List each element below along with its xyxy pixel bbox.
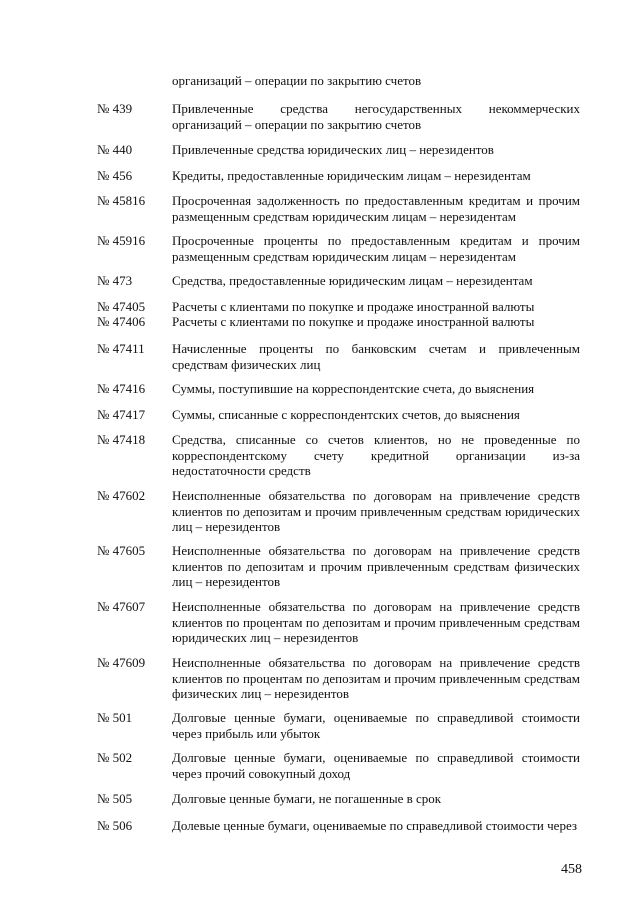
account-description: организаций – операции по закрытию счетов — [172, 73, 422, 88]
account-number: № 505 — [97, 791, 133, 806]
account-number: № 47605 — [97, 543, 146, 558]
account-number: № 456 — [97, 168, 133, 183]
account-description: Средства, списанные со счетов клиентов, но не проведенные по корреспондентскому счету кредитной организации из-за недостаточности средств — [172, 432, 580, 478]
account-number: № 502 — [97, 750, 133, 765]
account-number: № 506 — [97, 818, 133, 833]
account-description: Суммы, списанные с корреспондентских счетов, до выяснения — [172, 407, 520, 422]
account-description: Кредиты, предоставленные юридическим лицам – нерезидентам — [172, 168, 531, 183]
account-description: Неисполненные обязательства по договорам на привлечение средств клиентов по депозитам и прочим привлеченным средствам физических лиц – нерезидентов — [172, 543, 580, 589]
account-description: Начисленные проценты по банковским счетам и привлеченным средствам физических лиц — [172, 341, 580, 372]
account-description: Привлеченные средства негосударственных некоммерческих организаций – операции по закрытию счетов — [172, 101, 580, 132]
account-number: № 47417 — [97, 407, 146, 422]
account-description: Долговые ценные бумаги, оцениваемые по справедливой стоимости через прибыль или убыток — [172, 710, 580, 741]
account-number: № 47609 — [97, 655, 146, 670]
account-description: Просроченная задолженность по предоставленным кредитам и прочим размещенным средствам юридическим лицам – нерезидентам — [172, 193, 580, 224]
account-description: Долговые ценные бумаги, не погашенные в срок — [172, 791, 442, 806]
account-description: Долговые ценные бумаги, оцениваемые по справедливой стоимости через прочий совокупный доход — [172, 750, 580, 781]
account-number: № 47418 — [97, 432, 146, 447]
account-number: № 45916 — [97, 233, 146, 248]
page-number: 458 — [561, 862, 582, 877]
account-number: № 47416 — [97, 381, 146, 396]
account-number: № 47607 — [97, 599, 146, 614]
account-number: № 473 — [97, 273, 133, 288]
account-description: Привлеченные средства юридических лиц – нерезидентов — [172, 142, 494, 157]
account-number: № 47411 — [97, 341, 145, 356]
account-number: № 47406 — [97, 314, 146, 329]
account-number: № 501 — [97, 710, 133, 725]
account-description: Суммы, поступившие на корреспондентские счета, до выяснения — [172, 381, 535, 396]
account-description: Неисполненные обязательства по договорам на привлечение средств клиентов по процентам по депозитам и прочим привлеченным средствам юридических лиц – нерезидентов — [172, 599, 580, 645]
account-number: № 440 — [97, 142, 133, 157]
account-description: Расчеты с клиентами по покупке и продаже иностранной валюты — [172, 314, 535, 329]
account-description: Средства, предоставленные юридическим лицам – нерезидентам — [172, 273, 533, 288]
account-number: № 439 — [97, 101, 133, 116]
account-number: № 47405 — [97, 299, 146, 314]
account-number: № 45816 — [97, 193, 146, 208]
account-description: Просроченные проценты по предоставленным кредитам и прочим размещенным средствам юридическим лицам – нерезидентам — [172, 233, 580, 264]
account-description: Долевые ценные бумаги, оцениваемые по справедливой стоимости через — [172, 818, 578, 833]
account-description: Расчеты с клиентами по покупке и продаже иностранной валюты — [172, 299, 535, 314]
account-description: Неисполненные обязательства по договорам на привлечение средств клиентов по процентам по депозитам и прочим привлеченным средствам физических лиц – нерезидентов — [172, 655, 580, 701]
account-number: № 47602 — [97, 488, 146, 503]
account-description: Неисполненные обязательства по договорам на привлечение средств клиентов по депозитам и прочим привлеченным средствам юридических лиц – нерезидентов — [172, 488, 580, 534]
